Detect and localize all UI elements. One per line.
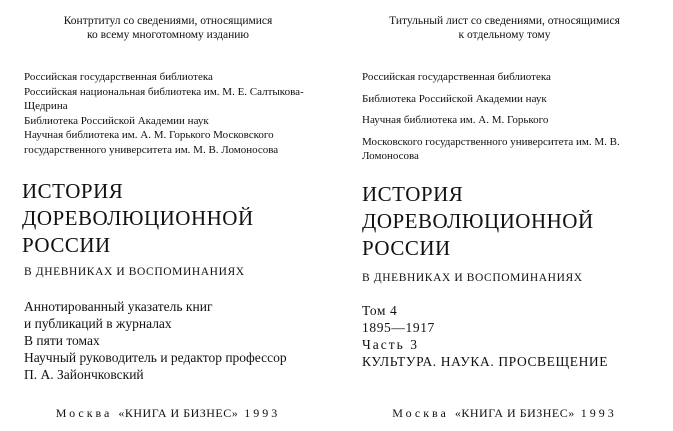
imprint-publisher: «КНИГА И БИЗНЕС» xyxy=(454,406,575,420)
right-subtitle: В ДНЕВНИКАХ И ВОСПОМИНАНИЯХ xyxy=(362,272,583,284)
header-line: ко всему многотомному изданию xyxy=(86,29,250,41)
left-imprint xyxy=(0,406,336,421)
left-header xyxy=(0,14,336,42)
right-book-title xyxy=(362,181,594,262)
left-annotation xyxy=(24,298,287,383)
imprint-year: 1993 xyxy=(580,406,617,420)
imprint-city: Москва xyxy=(392,406,449,420)
imprint-publisher: «КНИГА И БИЗНЕС» xyxy=(118,406,239,420)
header-line: Контртитул со сведениями, относящимися xyxy=(63,15,273,27)
title-line: ДОРЕВОЛЮЦИОННОЙ xyxy=(22,206,254,230)
library-item: Российская национальная библиотека им. М. Е. Салтыкова-Щедрина xyxy=(24,85,304,112)
right-imprint xyxy=(336,406,673,421)
volume-part-title: КУЛЬТУРА. НАУКА. ПРОСВЕЩЕНИЕ xyxy=(362,354,609,369)
right-library-list xyxy=(362,70,665,171)
library-item: Библиотека Российской Академии наук xyxy=(362,92,547,105)
annotation-line: В пяти томах xyxy=(24,333,100,348)
library-item: Московского государственного университета им. М. В. Ломоносова xyxy=(362,135,620,162)
volume-years: 1895—1917 xyxy=(362,320,435,335)
title-line: ИСТОРИЯ xyxy=(362,182,464,206)
library-item: Российская государственная библиотека xyxy=(362,71,551,83)
header-line: Титульный лист со сведениями, относящимися xyxy=(389,15,620,27)
library-item: Научная библиотека им. А. М. Горького Московского государственного университета им. М. В. Ломоносова xyxy=(24,129,279,156)
annotation-line: и публикаций в журналах xyxy=(24,316,172,331)
left-page-countertitle xyxy=(0,0,336,431)
library-item: Библиотека Российской Академии наук xyxy=(24,114,209,127)
volume-number: Том 4 xyxy=(362,303,398,318)
left-subtitle: В ДНЕВНИКАХ И ВОСПОМИНАНИЯХ xyxy=(24,266,245,278)
annotation-line: Аннотированный указатель книг xyxy=(24,299,213,314)
library-item: Научная библиотека им. А. М. Горького xyxy=(362,114,549,126)
header-line: к отдельному тому xyxy=(458,29,551,41)
imprint-year: 1993 xyxy=(244,406,281,420)
left-library-list xyxy=(24,70,328,157)
imprint-city: Москва xyxy=(55,406,113,420)
right-header xyxy=(336,14,673,42)
right-page-title-leaf xyxy=(336,0,673,431)
volume-info xyxy=(362,302,608,370)
library-item: Российская государственная библиотека xyxy=(24,71,213,83)
title-line: РОССИИ xyxy=(22,233,111,257)
volume-part: Часть 3 xyxy=(362,337,419,352)
annotation-line: П. А. Зайончковский xyxy=(24,367,144,382)
left-book-title xyxy=(22,178,254,259)
annotation-line: Научный руководитель и редактор профессор xyxy=(24,350,287,365)
title-line: ДОРЕВОЛЮЦИОННОЙ xyxy=(362,209,594,233)
title-line: ИСТОРИЯ xyxy=(22,179,124,203)
title-line: РОССИИ xyxy=(362,236,451,260)
